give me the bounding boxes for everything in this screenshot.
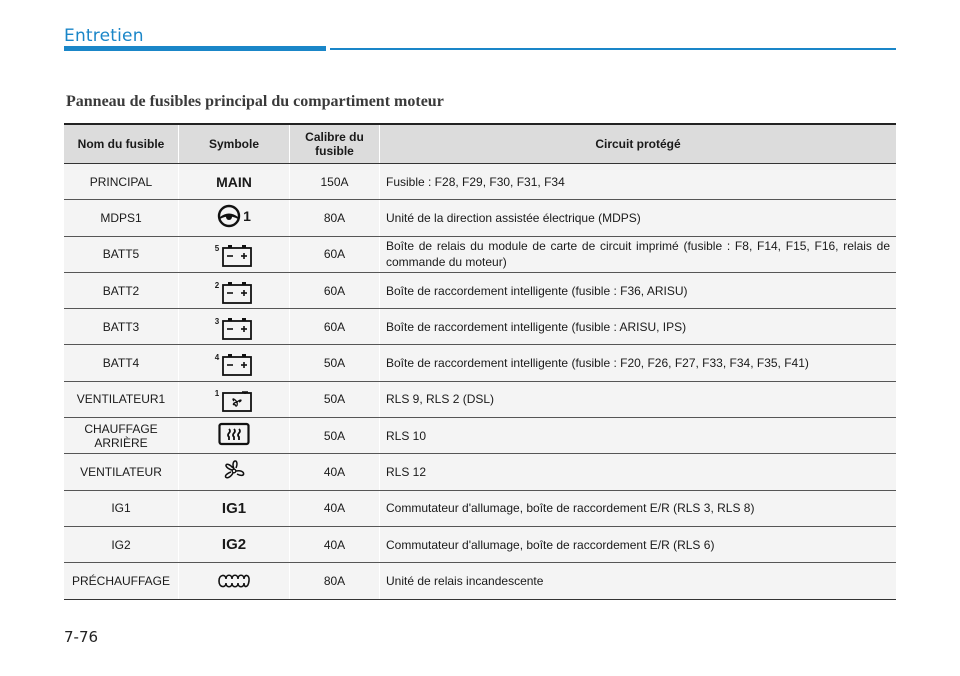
fuse-rating: 50A: [290, 418, 380, 454]
battery-icon: [221, 317, 253, 341]
fuse-symbol: [179, 418, 290, 454]
section-rule-thin: [330, 48, 896, 50]
col-header-circuit: Circuit protégé: [380, 124, 897, 164]
fuse-rating: 60A: [290, 309, 380, 345]
table-row: [64, 381, 896, 417]
table-row: [64, 236, 896, 272]
fuse-circuit: Unité de la direction assistée électrique (MDPS): [380, 200, 897, 236]
fuse-circuit: RLS 9, RLS 2 (DSL): [380, 381, 897, 417]
col-header-symbol: Symbole: [179, 124, 290, 164]
fuse-symbol: [179, 381, 290, 417]
symbol-number: 1: [214, 389, 220, 399]
table-row: [64, 272, 896, 308]
table-row: [64, 200, 896, 236]
fuse-symbol: [179, 309, 290, 345]
fuse-name: PRÉCHAUFFAGE: [64, 563, 179, 599]
fuse-rating: 40A: [290, 526, 380, 562]
fuse-symbol: [179, 454, 290, 490]
fuse-circuit: Boîte de raccordement intelligente (fusible : ARISU, IPS): [380, 309, 897, 345]
fuse-circuit: Boîte de relais du module de carte de circuit imprimé (fusible : F8, F14, F15, F16, relais de commande du moteur): [380, 236, 897, 272]
fuse-symbol: [179, 526, 290, 562]
ig2-symbol: IG2: [221, 536, 247, 554]
fuse-name: CHAUFFAGE ARRIÈRE: [64, 418, 179, 454]
fuse-name: VENTILATEUR: [64, 454, 179, 490]
table-row: [64, 418, 896, 454]
fuse-table: [64, 123, 896, 600]
fuse-name: BATT3: [64, 309, 179, 345]
fuse-name: VENTILATEUR1: [64, 381, 179, 417]
table-row: [64, 490, 896, 526]
symbol-number: 5: [214, 244, 220, 254]
table-row: [64, 526, 896, 562]
fuse-rating: 40A: [290, 454, 380, 490]
fuse-symbol: [179, 236, 290, 272]
fuse-circuit: Commutateur d'allumage, boîte de raccordement E/R (RLS 3, RLS 8): [380, 490, 897, 526]
fuse-symbol: [179, 345, 290, 381]
ig1-symbol: IG1: [221, 499, 247, 517]
fuse-symbol: [179, 563, 290, 599]
table-row: [64, 563, 896, 599]
fuse-rating: 50A: [290, 345, 380, 381]
fuse-symbol: [179, 490, 290, 526]
fuse-circuit: RLS 10: [380, 418, 897, 454]
table-row: [64, 164, 896, 200]
steering-wheel-icon: [217, 204, 241, 228]
fuse-rating: 80A: [290, 563, 380, 599]
table-header-row: [64, 124, 896, 164]
fuse-symbol: [179, 200, 290, 236]
fuse-name: MDPS1: [64, 200, 179, 236]
symbol-number: 1: [243, 208, 251, 225]
rear-defrost-icon: [218, 422, 250, 446]
section-title: Entretien: [64, 26, 144, 46]
fuse-circuit: Fusible : F28, F29, F30, F31, F34: [380, 164, 897, 200]
fuse-symbol: [179, 164, 290, 200]
fuse-name: IG2: [64, 526, 179, 562]
fuse-circuit: RLS 12: [380, 454, 897, 490]
page-number: 7-76: [64, 628, 99, 646]
battery-icon: [221, 353, 253, 377]
fuse-name: BATT4: [64, 345, 179, 381]
table-row: [64, 309, 896, 345]
battery-icon: [221, 244, 253, 268]
table-row: [64, 345, 896, 381]
main-symbol: MAIN: [216, 173, 252, 190]
col-header-rating: Calibre du fusible: [290, 124, 380, 164]
fuse-circuit: Unité de relais incandescente: [380, 563, 897, 599]
battery-icon: [221, 281, 253, 305]
glow-plug-icon: [217, 568, 251, 590]
section-rule-thick: [64, 46, 326, 51]
fuse-rating: 60A: [290, 236, 380, 272]
symbol-number: 4: [214, 353, 220, 363]
fuse-name: PRINCIPAL: [64, 164, 179, 200]
col-header-name: Nom du fusible: [64, 124, 179, 164]
fuse-symbol: [179, 272, 290, 308]
fuse-rating: 40A: [290, 490, 380, 526]
table-row: [64, 454, 896, 490]
fuse-name: IG1: [64, 490, 179, 526]
fuse-circuit: Commutateur d'allumage, boîte de raccordement E/R (RLS 6): [380, 526, 897, 562]
fuse-rating: 50A: [290, 381, 380, 417]
fuse-name: BATT2: [64, 272, 179, 308]
fuse-rating: 80A: [290, 200, 380, 236]
fuse-name: BATT5: [64, 236, 179, 272]
table-heading: Panneau de fusibles principal du compartiment moteur: [66, 93, 444, 110]
engine-fan-icon: [221, 389, 253, 413]
fuse-circuit: Boîte de raccordement intelligente (fusible : F20, F26, F27, F33, F34, F35, F41): [380, 345, 897, 381]
fan-icon: [220, 457, 248, 485]
symbol-number: 3: [214, 316, 220, 326]
symbol-number: 2: [214, 280, 220, 290]
fuse-circuit: Boîte de raccordement intelligente (fusible : F36, ARISU): [380, 272, 897, 308]
fuse-rating: 60A: [290, 272, 380, 308]
fuse-rating: 150A: [290, 164, 380, 200]
